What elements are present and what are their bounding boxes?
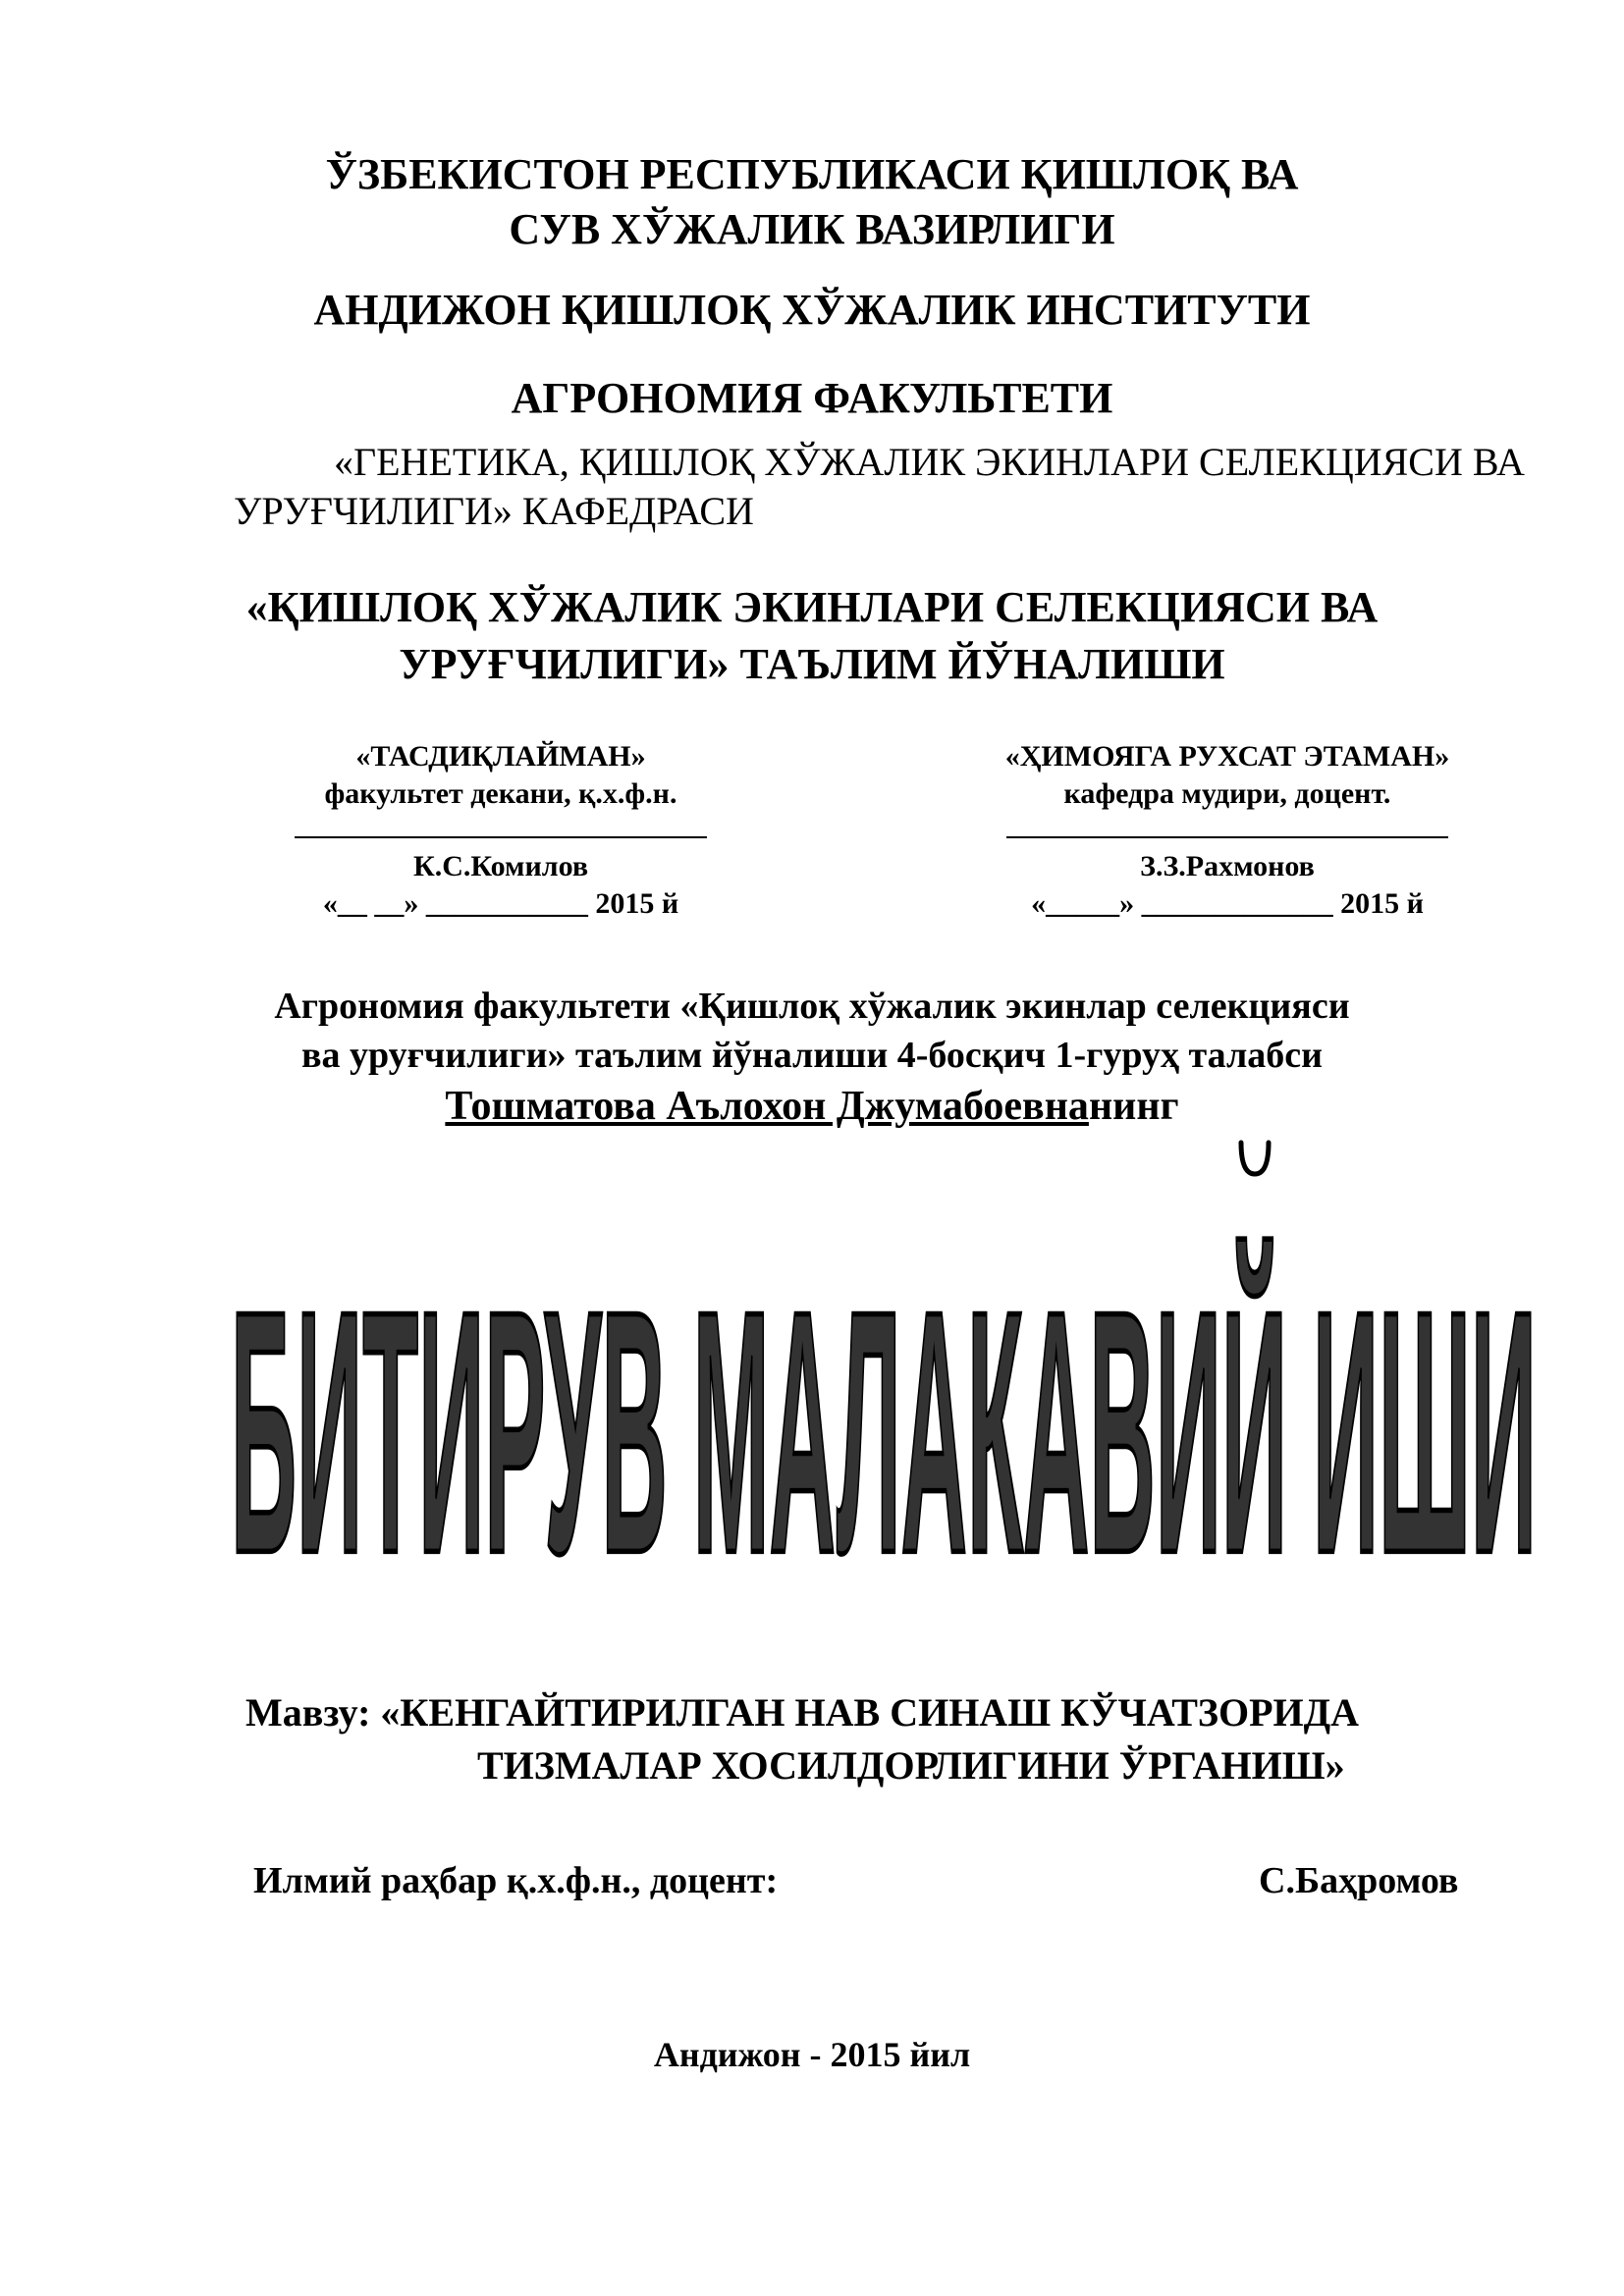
- study-direction: [0, 579, 1624, 693]
- student-line-2: ва уруғчилиги» таълим йўналиши 4-босқич 1-гуруҳ талабси: [300, 1035, 1324, 1076]
- approval-head-title: «ҲИМОЯГА РУХСАТ ЭТАМАН»: [1004, 740, 1450, 773]
- date-month-blank: ___________: [425, 887, 588, 920]
- topic-line-1: Мавзу: «КЕНГАЙТИРИЛГАН НАВ СИНАШ КЎЧАТЗОРИДА: [245, 1690, 1360, 1735]
- student-info: [0, 982, 1624, 1133]
- thesis-topic: [0, 1686, 1624, 1792]
- approval-dean: [285, 738, 717, 923]
- work-title-text: БИТИРУВ МАЛАКАВИЙ ИШИ: [230, 1238, 1537, 1580]
- city-year: Андижон - 2015 йил: [653, 2035, 971, 2074]
- approval-dean-date: [285, 885, 717, 923]
- department-line-2: УРУҒЧИЛИГИ» КАФЕДРАСИ: [234, 489, 754, 533]
- student-line-1: Агрономия факультети «Қишлоқ хўжалик экинлар селекцияси: [274, 986, 1350, 1027]
- signature-line-dean: [295, 836, 707, 838]
- supervisor-label: Илмий раҳбар қ.х.ф.н., доцент:: [253, 1860, 779, 1901]
- department-line-1: «ГЕНЕТИКА, ҚИШЛОҚ ХЎЖАЛИК ЭКИНЛАРИ СЕЛЕКЦИЯСИ ВА: [334, 440, 1525, 484]
- date-quote-close: »: [404, 887, 419, 920]
- ministry-header: [0, 147, 1624, 257]
- student-name: Тошматова Аълохон Джумабоевна: [445, 1084, 1089, 1129]
- student-name-line: [0, 1080, 1624, 1133]
- breve-mark: [1235, 1139, 1274, 1180]
- supervisor-name: С.Баҳромов: [1259, 1860, 1459, 1901]
- date-quote-open: «: [1031, 887, 1047, 920]
- approval-dean-position: факультет декани, қ.х.ф.н.: [324, 777, 677, 810]
- direction-line-2: УРУҒЧИЛИГИ» ТАЪЛИМ ЙЎНАЛИШИ: [399, 640, 1225, 688]
- date-quote-open: «: [322, 887, 338, 920]
- approval-head-name: З.З.Рахмонов: [1140, 850, 1315, 882]
- date-month-blank: _____________: [1141, 887, 1333, 920]
- approval-head: [982, 738, 1473, 923]
- student-name-suffix: нинг: [1088, 1084, 1179, 1129]
- ministry-line-2: СУВ ХЎЖАЛИК ВАЗИРЛИГИ: [509, 205, 1115, 253]
- topic-line-2: ТИЗМАЛАР ХОСИЛДОРЛИГИНИ ЎРГАНИШ»: [477, 1743, 1345, 1788]
- approval-dean-name: К.С.Комилов: [412, 850, 589, 882]
- signature-line-head: [1006, 836, 1448, 838]
- date-year: 2015 й: [1340, 887, 1424, 920]
- approval-head-position: кафедра мудири, доцент.: [1063, 777, 1391, 810]
- faculty-name: АГРОНОМИЯ ФАКУЛЬТЕТИ: [511, 374, 1113, 422]
- institute-name: АНДИЖОН ҚИШЛОҚ ХЎЖАЛИК ИНСТИТУТИ: [313, 286, 1311, 334]
- work-title: [226, 1217, 1542, 1580]
- approval-dean-title: «ТАСДИҚЛАЙМАН»: [355, 740, 646, 773]
- date-year: 2015 й: [595, 887, 679, 920]
- approval-head-date: [982, 885, 1473, 923]
- date-day-blank: _____: [1046, 887, 1120, 920]
- date-day-blank: __ __: [337, 887, 405, 920]
- date-quote-close: »: [1119, 887, 1135, 920]
- ministry-line-1: ЎЗБЕКИСТОН РЕСПУБЛИКАСИ ҚИШЛОҚ ВА: [325, 150, 1299, 198]
- direction-line-1: «ҚИШЛОҚ ХЎЖАЛИК ЭКИНЛАРИ СЕЛЕКЦИЯСИ ВА: [245, 583, 1379, 631]
